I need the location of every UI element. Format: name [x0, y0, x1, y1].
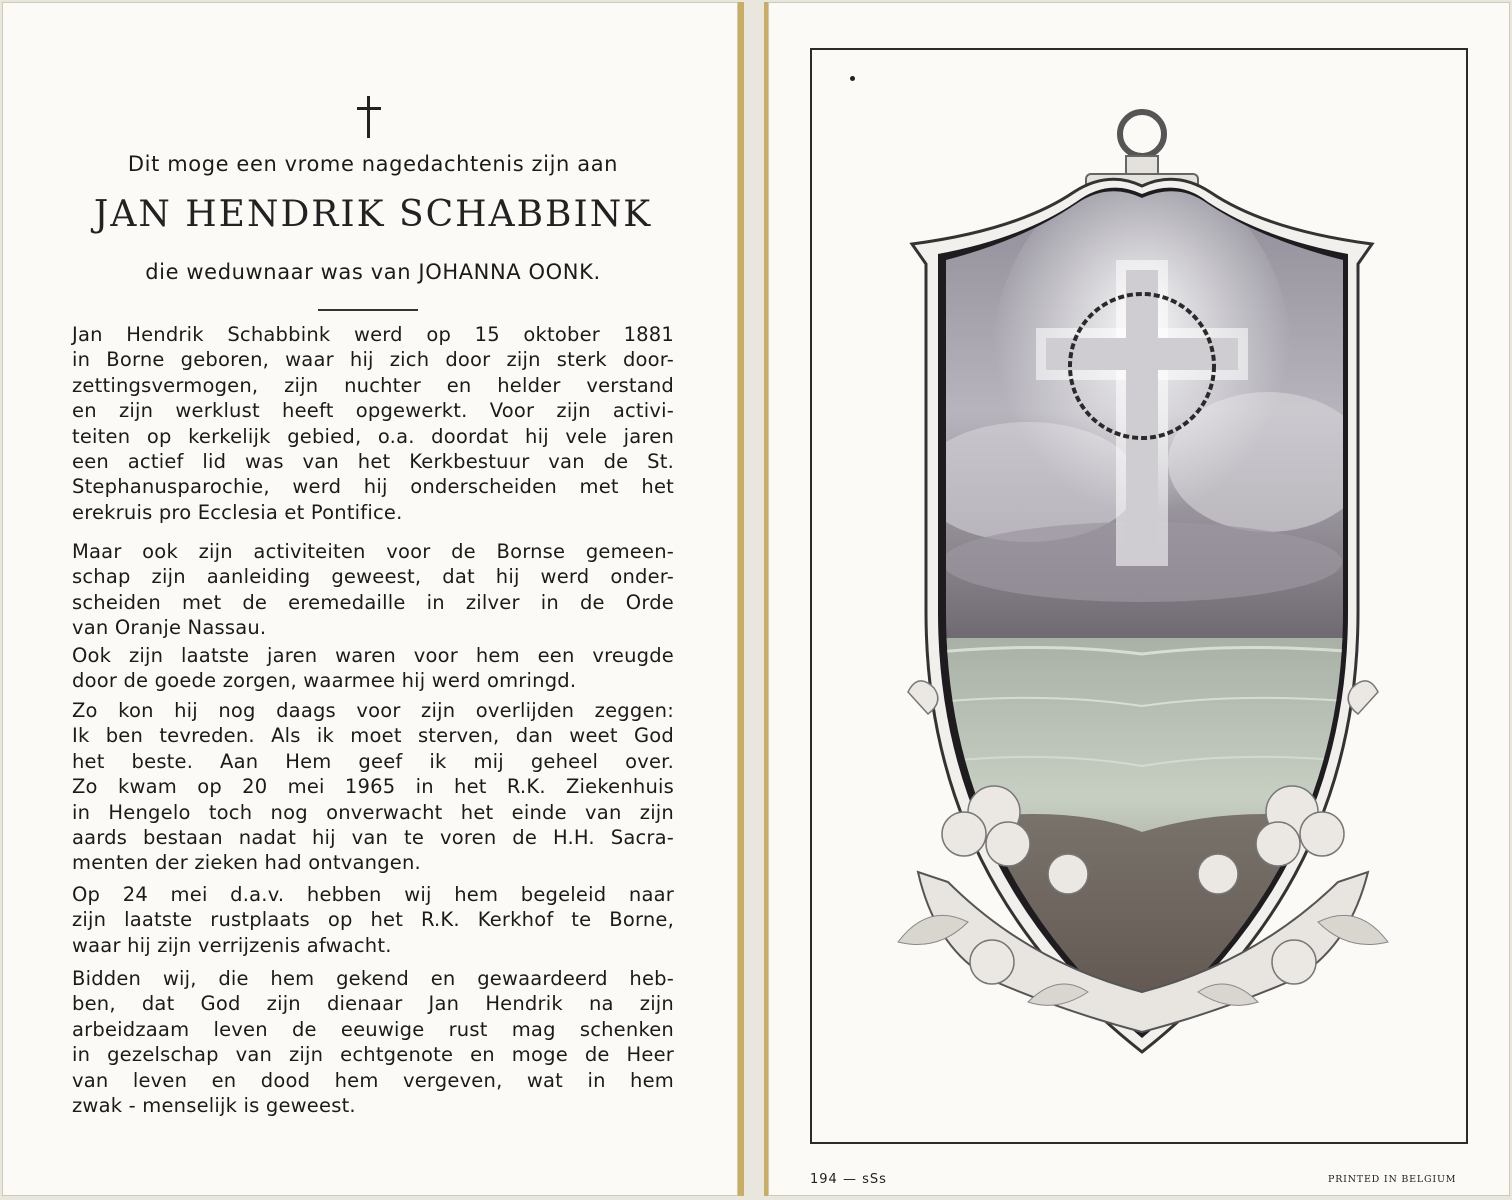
intro-line: Dit moge een vrome nagedachtenis zijn aan [127, 152, 619, 176]
text-line: Bidden wij, die hem gekend en gewaardeerd heb- [72, 967, 674, 990]
divider [318, 309, 418, 311]
text-line: zettingsvermogen, zijn nuchter en helder verstand [72, 373, 674, 397]
text-line: Jan Hendrik Schabbink werd op 15 oktober 1881 [72, 323, 674, 346]
text-line: zwak - menselijk is geweest. [72, 1093, 356, 1117]
text-line: van Oranje Nassau. [72, 616, 267, 640]
text-line: Stephanusparochie, werd hij onderscheiden met het [72, 475, 674, 499]
text-line: Op 24 mei d.a.v. hebben wij hem begeleid naar [72, 883, 674, 906]
text-line: Zo kon hij nog daags voor zijn overlijden zeggen: [72, 699, 674, 722]
text-line: aards bestaan nadat hij van te voren de H.H. Sacra- [72, 825, 674, 849]
paragraph [72, 643, 674, 694]
text-line: in Hengelo toch nog onverwacht het einde van zijn [72, 800, 674, 824]
anchor-cross-illustration [768, 2, 1510, 1196]
text-line: Ik ben tevreden. Als ik moet sterven, dan weet God [72, 724, 674, 748]
deceased-name: JAN HENDRIK SCHABBINK [93, 194, 653, 235]
text-line: Maar ook zijn activiteiten voor de Bornse gemeen- [72, 540, 674, 563]
memorial-card-image-side [764, 2, 1510, 1196]
paragraph [72, 322, 674, 525]
text-line: ben, dat God zijn dienaar Jan Hendrik na zijn [72, 992, 674, 1016]
text-line: schap zijn aanleiding geweest, dat hij werd onder- [72, 565, 674, 589]
widower-line: die weduwnaar was van JOHANNA OONK. [145, 260, 601, 284]
text-line: teiten op kerkelijk gebied, o.a. doordat hij vele jaren [72, 424, 674, 448]
text-line: zijn laatste rustplaats op het R.K. Kerkhof te Borne, [72, 908, 674, 932]
text-line: erekruis pro Ecclesia et Pontifice. [72, 500, 403, 524]
text-line: in gezelschap van zijn echtgenote en moge de Heer [72, 1043, 674, 1067]
cross-icon [354, 96, 384, 140]
text-line: in Borne geboren, waar hij zich door zijn sterk door- [72, 348, 674, 372]
text-line: en zijn werklust heeft opgewerkt. Voor zijn activi- [72, 399, 674, 423]
text-line: arbeidzaam leven de eeuwige rust mag schenken [72, 1017, 674, 1041]
text-line: menten der zieken had ontvangen. [72, 851, 421, 875]
paragraph [72, 539, 674, 641]
text-line: het beste. Aan Hem geef ik mij geheel over. [72, 749, 674, 773]
memorial-card-text-side [2, 2, 744, 1196]
text-line: scheiden met de eremedaille in zilver in de Orde [72, 590, 674, 614]
print-code: 194 — sSs [810, 1172, 887, 1187]
text-line: Zo kwam op 20 mei 1965 in het R.K. Ziekenhuis [72, 775, 674, 799]
text-line: van leven en dood hem vergeven, wat in hem [72, 1068, 674, 1092]
text-line: een actief lid was van het Kerkbestuur van de St. [72, 449, 674, 473]
text-line: door de goede zorgen, waarmee hij werd omringd. [72, 669, 577, 693]
text-line: waar hij zijn verrijzenis afwacht. [72, 933, 392, 957]
text-line: Ook zijn laatste jaren waren voor hem een vreugde [72, 644, 674, 667]
paragraph [72, 966, 674, 1118]
paragraph [72, 698, 674, 876]
paragraph [72, 882, 674, 958]
printed-in-label: PRINTED IN BELGIUM [1328, 1174, 1457, 1185]
